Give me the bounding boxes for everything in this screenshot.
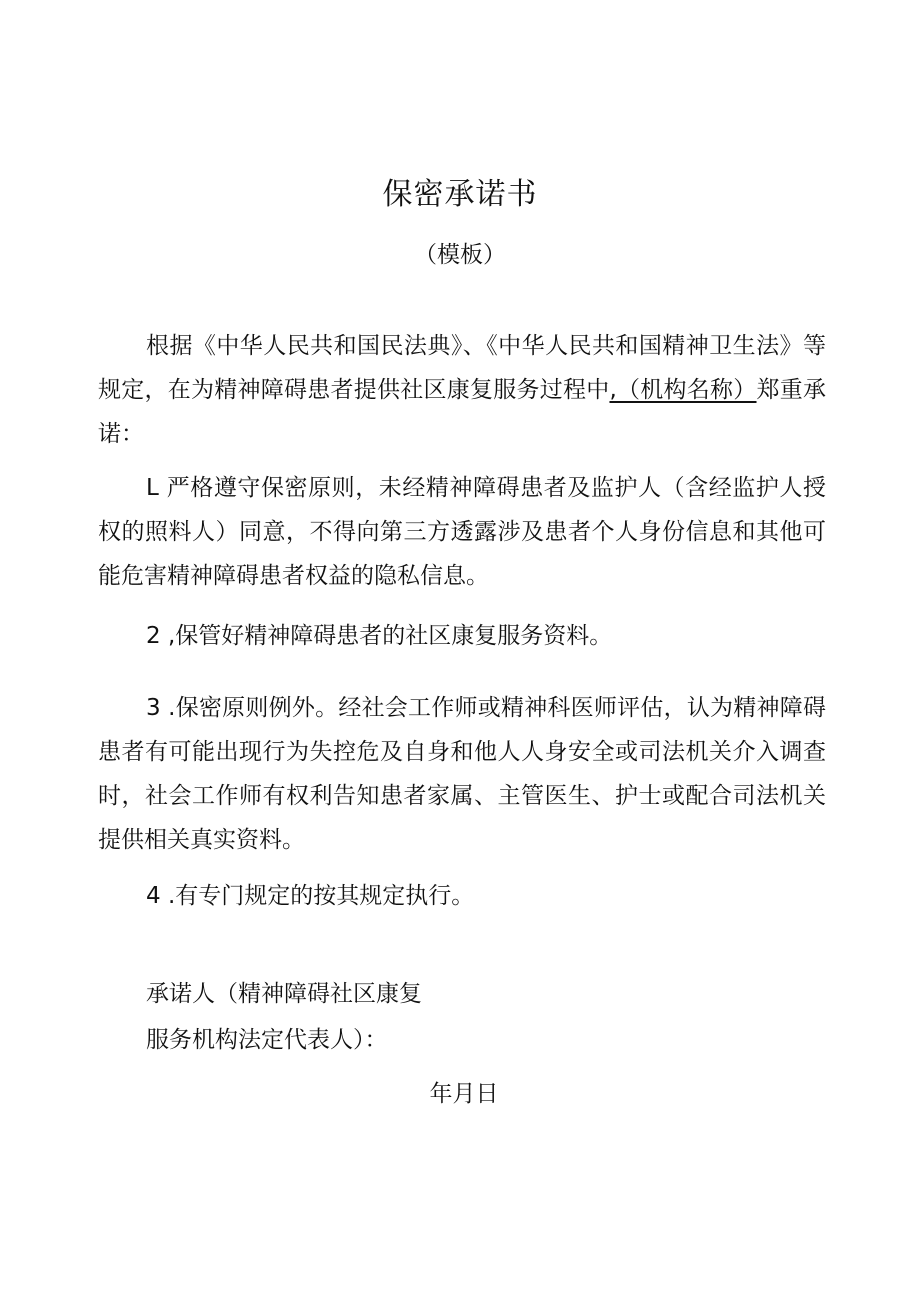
document-subtitle: （模板） xyxy=(414,242,506,268)
intro-paragraph xyxy=(98,324,826,456)
document-title: 保密承诺书 xyxy=(382,177,538,212)
date-field: 年月日 xyxy=(429,1081,499,1107)
clause-4: 4 .有专门规定的按其规定执行。 xyxy=(146,883,475,909)
org-name-placeholder: ,（机构名称） xyxy=(609,377,757,403)
clause-2: 2 ,保管好精神障碍患者的社区康复服务资料。 xyxy=(146,623,613,649)
intro-text-after: 郑重承诺： xyxy=(98,377,827,447)
clause-1: L 严格遵守保密原则，未经精神障碍患者及监护人（含经监护人授权的照料人）同意，不得向第三方透露涉及患者个人身份信息和其他可能危害精神障碍患者权益的隐私信息。 xyxy=(98,475,826,589)
signature-label-line2: 服务机构法定代表人）： xyxy=(146,1027,388,1053)
signature-label-line1: 承诺人（精神障碍社区康复 xyxy=(146,981,422,1007)
intro-text-before: 根据《中华人民共和国民法典》、《中华人民共和国精神卫生法》等规定，在为精神障碍患者提供社区康复服务过程中 xyxy=(98,333,826,403)
clause-3: 3 .保密原则例外。经社会工作师或精神科医师评估，认为精神障碍患者有可能出现行为失控危及自身和他人人身安全或司法机关介入调查时，社会工作师有权利告知患者家属、主管医生、护士或配合司法机关提供相关真实资料。 xyxy=(98,695,826,853)
